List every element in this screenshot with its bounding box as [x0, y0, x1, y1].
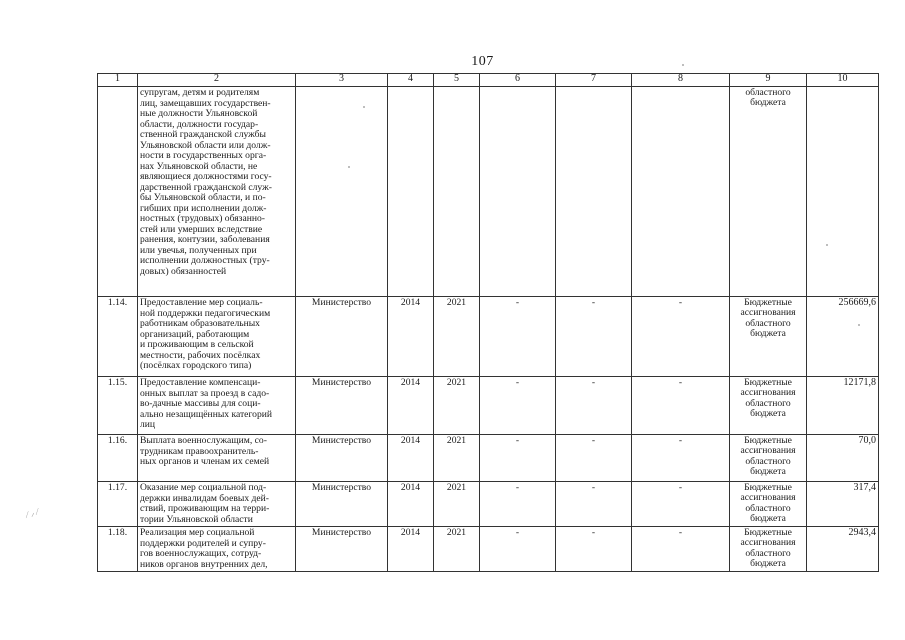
description-cell — [138, 377, 296, 435]
end-year-cell: 2021 — [434, 297, 480, 377]
description-cell — [138, 482, 296, 527]
column-8-cell: - — [632, 377, 730, 435]
funding-source-line: областного — [745, 87, 791, 98]
funding-source-line: Бюджетные — [744, 527, 792, 538]
description-line: или увечья, полученных при — [140, 244, 257, 256]
description-line: ной поддержки педагогическим — [140, 307, 271, 319]
column-8-cell: - — [632, 435, 730, 482]
description-line: ные должности Ульяновской — [140, 108, 258, 119]
column-header: 4 — [388, 74, 434, 87]
table-row — [98, 377, 879, 435]
funding-source-line: Бюджетные — [744, 435, 792, 446]
description-line: Предоставление мер социаль- — [140, 297, 263, 308]
column-8-cell: - — [632, 482, 730, 527]
table-row — [98, 482, 879, 527]
column-7-cell: - — [556, 482, 632, 527]
funding-source-line: бюджета — [750, 97, 786, 109]
amount-cell: 256669,6 — [807, 297, 879, 377]
column-header: 6 — [480, 74, 556, 87]
description-line: местности, рабочих посёлках — [140, 349, 261, 361]
table-body — [98, 87, 879, 572]
scan-artifact-dot — [826, 244, 828, 246]
end-year-cell: 2021 — [434, 527, 480, 572]
start-year-cell: 2014 — [388, 297, 434, 377]
start-year-cell: 2014 — [388, 527, 434, 572]
description-line: лиц, замещавших государствен- — [140, 97, 271, 109]
end-year-cell — [434, 87, 480, 297]
column-8-cell: - — [632, 527, 730, 572]
start-year-cell — [388, 87, 434, 297]
description-line: ников органов внутренних дел, — [140, 558, 268, 570]
description-line: гибших при исполнении долж- — [140, 202, 267, 214]
funding-source-line: областного — [745, 547, 791, 559]
description-line: бы Ульяновской области, и по- — [140, 192, 266, 203]
ministry-cell: Министерство — [296, 297, 388, 377]
column-7-cell: - — [556, 297, 632, 377]
description-line: лиц — [140, 419, 156, 430]
description-cell — [138, 87, 296, 297]
scan-artifact-dot — [348, 166, 350, 168]
funding-source-cell — [730, 527, 807, 572]
funding-source-line: областного — [745, 397, 791, 409]
description-line: ности в государственных орга- — [140, 150, 267, 161]
funding-source-line: Бюджетные — [744, 297, 792, 308]
description-line: дарственной гражданской служ- — [140, 181, 272, 193]
column-6-cell: - — [480, 527, 556, 572]
funding-source-line: ассигнования — [740, 537, 796, 549]
ministry-cell — [296, 87, 388, 297]
column-header: 1 — [98, 74, 138, 87]
description-line: ально незащищённых категорий — [140, 408, 273, 420]
end-year-cell: 2021 — [434, 435, 480, 482]
column-7-cell — [556, 87, 632, 297]
column-6-cell: - — [480, 435, 556, 482]
description-line: нах Ульяновской области, не — [140, 160, 258, 172]
table-row — [98, 527, 879, 572]
column-8-cell: - — [632, 297, 730, 377]
table-row — [98, 87, 879, 297]
ministry-cell: Министерство — [296, 377, 388, 435]
column-header: 9 — [730, 74, 807, 87]
column-6-cell: - — [480, 297, 556, 377]
funding-source-line: Бюджетные — [744, 482, 792, 493]
funding-source-line: бюджета — [750, 465, 786, 477]
description-line: трудникам правоохранитель- — [140, 445, 259, 457]
description-cell — [138, 527, 296, 572]
table-row — [98, 435, 879, 482]
budget-table — [97, 73, 879, 572]
ministry-cell: Министерство — [296, 527, 388, 572]
description-line: супругам, детям и родителям — [140, 87, 260, 98]
description-line: (посёлках городского типа) — [140, 360, 252, 371]
description-line: и проживающим в сельской — [140, 339, 254, 350]
funding-source-line: ассигнования — [740, 387, 796, 399]
description-line: тории Ульяновской области — [140, 513, 253, 525]
column-7-cell: - — [556, 527, 632, 572]
description-line: довых) обязанностей — [140, 265, 227, 277]
funding-source-cell — [730, 435, 807, 482]
funding-source-line: бюджета — [750, 327, 786, 339]
description-cell — [138, 435, 296, 482]
scan-artifact-mark: ⁄ ⸝ ⁄ — [24, 506, 40, 520]
item-number-cell: 1.17. — [98, 482, 138, 527]
description-line: организаций, работающим — [140, 328, 250, 340]
column-header: 8 — [632, 74, 730, 87]
description-line: гов военнослужащих, сотруд- — [140, 548, 262, 559]
description-line: ных органов и членам их семей — [140, 456, 270, 467]
funding-source-line: ассигнования — [740, 307, 796, 319]
column-header: 2 — [138, 74, 296, 87]
description-line: ствий, проживающим на терри- — [140, 503, 270, 514]
start-year-cell: 2014 — [388, 377, 434, 435]
description-line: Предоставление компенсаци- — [140, 377, 261, 388]
description-line: держки инвалидам боевых дей- — [140, 492, 269, 504]
description-line: Реализация мер социальной — [140, 527, 255, 538]
column-header: 10 — [807, 74, 879, 87]
description-line: Выплата военнослужащим, со- — [140, 435, 267, 446]
table-header-row — [98, 74, 879, 87]
column-6-cell — [480, 87, 556, 297]
description-line: Ульяновской области или долж- — [140, 139, 271, 151]
funding-source-cell — [730, 482, 807, 527]
description-line: Оказание мер социальной под- — [140, 482, 267, 493]
description-line: ственной гражданской службы — [140, 129, 266, 140]
column-6-cell: - — [480, 482, 556, 527]
funding-source-line: ассигнования — [740, 445, 796, 457]
page-number: 107 — [471, 54, 494, 69]
column-header: 7 — [556, 74, 632, 87]
ministry-cell: Министерство — [296, 482, 388, 527]
funding-source-cell — [730, 297, 807, 377]
item-number-cell: 1.15. — [98, 377, 138, 435]
description-cell — [138, 297, 296, 377]
amount-cell: 2943,4 — [807, 527, 879, 572]
column-header: 3 — [296, 74, 388, 87]
funding-source-cell — [730, 377, 807, 435]
description-line: области, должности государ- — [140, 118, 259, 130]
amount-cell: 70,0 — [807, 435, 879, 482]
funding-source-line: Бюджетные — [744, 377, 792, 388]
funding-source-line: бюджета — [750, 512, 786, 524]
column-8-cell — [632, 87, 730, 297]
funding-source-line: бюджета — [750, 557, 786, 569]
description-line: поддержки родителей и супру- — [140, 537, 266, 549]
amount-cell: 317,4 — [807, 482, 879, 527]
funding-source-line: областного — [745, 317, 791, 329]
table-row — [98, 297, 879, 377]
funding-source-line: бюджета — [750, 407, 786, 419]
scan-artifact-dot — [858, 324, 860, 326]
end-year-cell: 2021 — [434, 377, 480, 435]
item-number-cell: 1.16. — [98, 435, 138, 482]
amount-cell — [807, 87, 879, 297]
end-year-cell: 2021 — [434, 482, 480, 527]
description-line: онных выплат за проезд в садо- — [140, 387, 270, 399]
start-year-cell: 2014 — [388, 435, 434, 482]
column-header: 5 — [434, 74, 480, 87]
scan-artifact-dot — [682, 64, 684, 66]
description-line: исполнении должностных (тру- — [140, 255, 270, 266]
funding-source-line: областного — [745, 502, 791, 514]
start-year-cell: 2014 — [388, 482, 434, 527]
description-line: ранения, контузии, заболевания — [140, 234, 270, 245]
funding-source-line: областного — [745, 455, 791, 467]
item-number-cell: 1.18. — [98, 527, 138, 572]
item-number-cell — [98, 87, 138, 297]
description-line: во-дачные массивы для соци- — [140, 398, 261, 409]
description-line: являющиеся должностями госу- — [140, 171, 272, 182]
amount-cell: 12171,8 — [807, 377, 879, 435]
ministry-cell: Министерство — [296, 435, 388, 482]
funding-source-cell — [730, 87, 807, 297]
column-7-cell: - — [556, 435, 632, 482]
item-number-cell: 1.14. — [98, 297, 138, 377]
column-6-cell: - — [480, 377, 556, 435]
column-7-cell: - — [556, 377, 632, 435]
funding-source-line: ассигнования — [740, 492, 796, 504]
scan-artifact-dot — [363, 106, 365, 108]
description-line: ностных (трудовых) обязанно- — [140, 213, 265, 224]
description-line: работникам образовательных — [140, 318, 260, 329]
description-line: стей или умерших вследствие — [140, 223, 263, 235]
